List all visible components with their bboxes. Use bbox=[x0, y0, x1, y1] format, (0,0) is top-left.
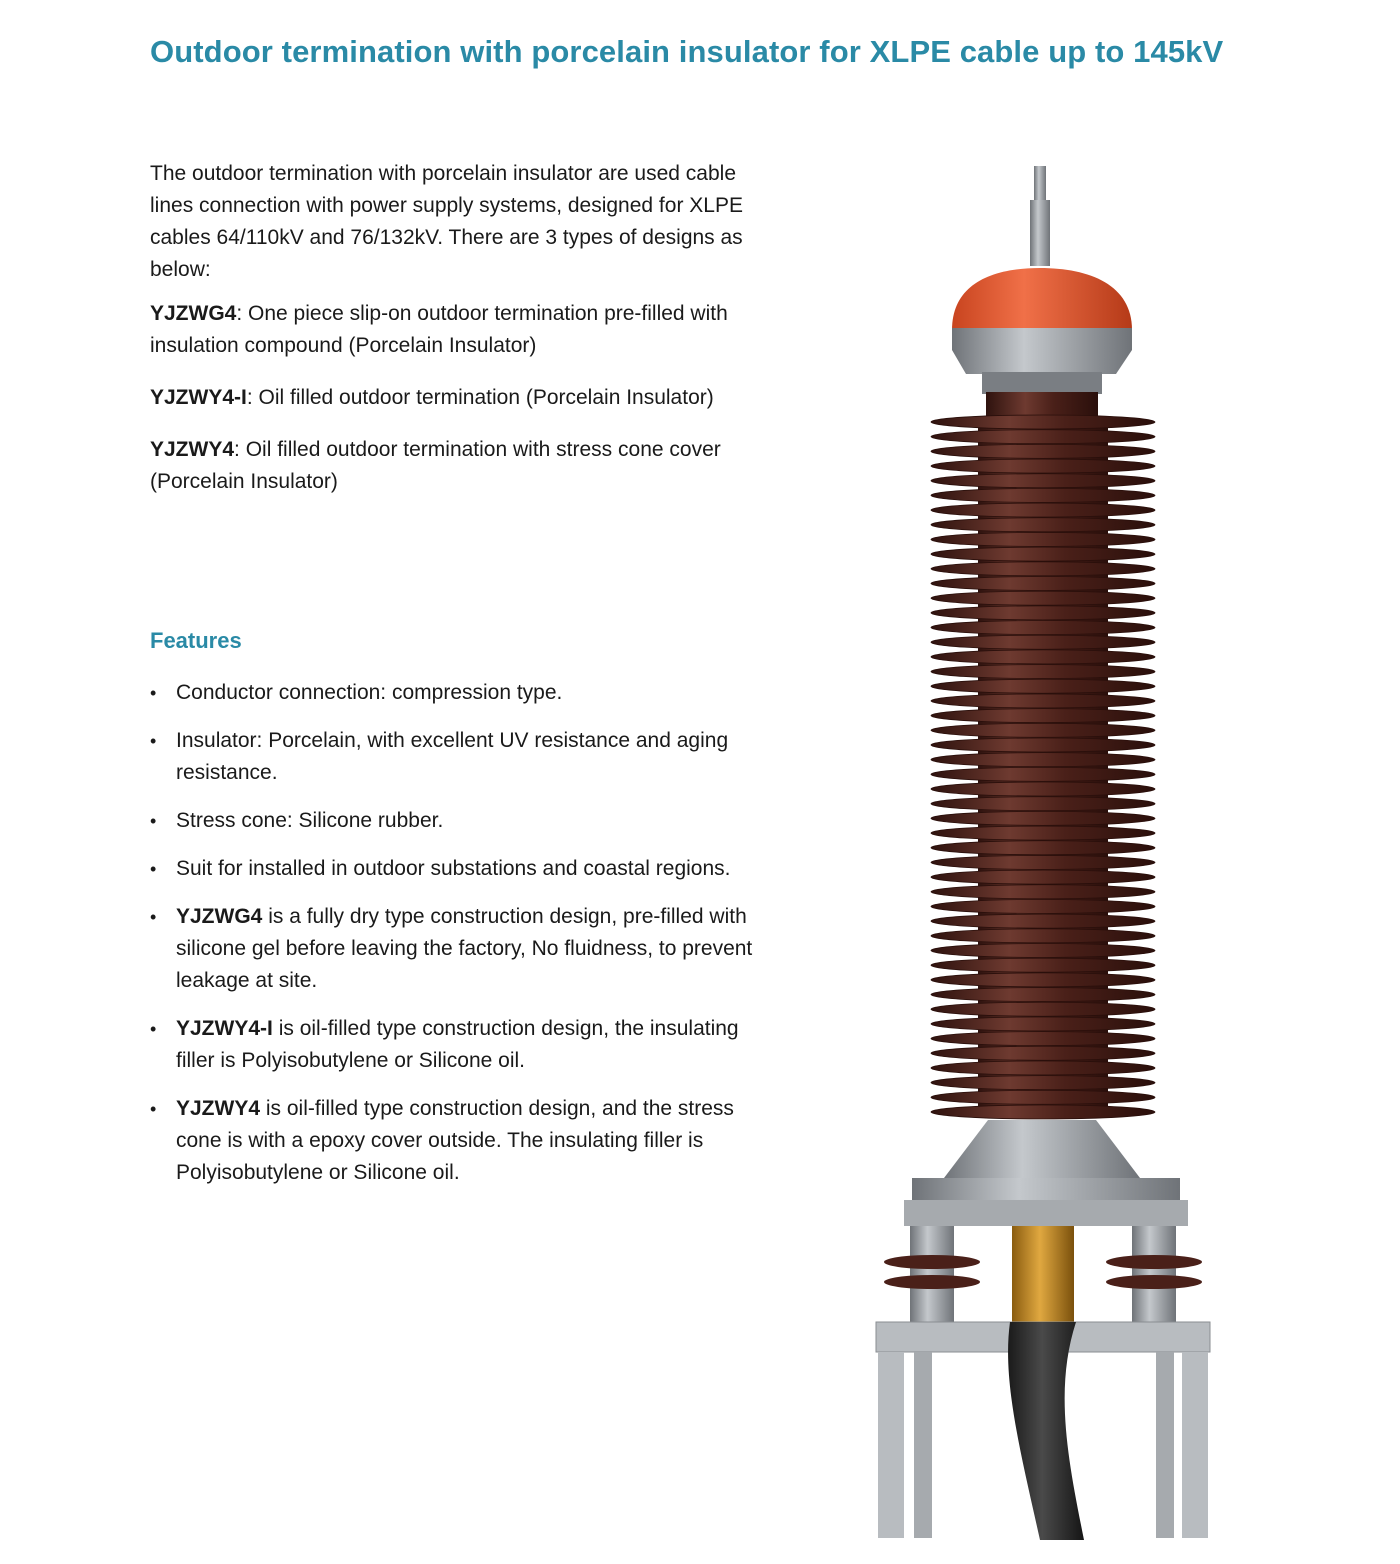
porcelain-shed bbox=[931, 650, 1155, 664]
top-connector-sleeve bbox=[1030, 200, 1050, 266]
porcelain-sheds bbox=[931, 415, 1155, 1119]
base-plate bbox=[904, 1200, 1188, 1226]
porcelain-shed bbox=[931, 488, 1155, 502]
porcelain-shed bbox=[931, 430, 1155, 444]
bullet-icon: • bbox=[150, 811, 157, 831]
features-heading: Features bbox=[150, 628, 242, 653]
feature-item bbox=[150, 853, 760, 885]
porcelain-shed bbox=[931, 988, 1155, 1002]
porcelain-shed bbox=[931, 415, 1155, 429]
porcelain-shed bbox=[931, 767, 1155, 781]
porcelain-shed bbox=[931, 855, 1155, 869]
porcelain-shed bbox=[931, 1032, 1155, 1046]
porcelain-shed bbox=[931, 1002, 1155, 1016]
porcelain-shed bbox=[931, 694, 1155, 708]
feature-item bbox=[150, 805, 760, 837]
porcelain-shed bbox=[931, 547, 1155, 561]
type-code: YJZWY4-I bbox=[150, 386, 247, 409]
porcelain-shed bbox=[931, 518, 1155, 532]
bullet-icon: • bbox=[150, 907, 157, 927]
porcelain-shed bbox=[931, 811, 1155, 825]
porcelain-shed bbox=[931, 797, 1155, 811]
type-item-yjzwy4 bbox=[150, 434, 760, 498]
base-cone bbox=[944, 1120, 1140, 1178]
frame-leg-inner-right bbox=[1156, 1352, 1174, 1538]
porcelain-shed bbox=[931, 444, 1155, 458]
feature-item bbox=[150, 1013, 760, 1077]
xlpe-cable bbox=[1008, 1322, 1084, 1540]
frame-leg-left bbox=[878, 1352, 904, 1538]
base-flange bbox=[912, 1178, 1180, 1200]
feature-text: is a fully dry type construction design, pre-filled with silicone gel before leaving the factory, No fluidness, to prevent leakage at site. bbox=[176, 905, 753, 992]
porcelain-shed bbox=[931, 562, 1155, 576]
porcelain-shed bbox=[931, 958, 1155, 972]
stress-cone-tube bbox=[1012, 1226, 1074, 1322]
porcelain-shed bbox=[931, 459, 1155, 473]
porcelain-shed bbox=[931, 503, 1155, 517]
top-flange-neck bbox=[982, 372, 1102, 394]
porcelain-shed bbox=[931, 826, 1155, 840]
bullet-icon: • bbox=[150, 731, 157, 751]
porcelain-shed bbox=[931, 885, 1155, 899]
bullet-icon: • bbox=[150, 1019, 157, 1039]
type-code: YJZWY4 bbox=[150, 438, 235, 461]
porcelain-shed bbox=[931, 738, 1155, 752]
porcelain-shed bbox=[931, 870, 1155, 884]
feature-bold: YJZWY4-I bbox=[176, 1017, 273, 1040]
top-flange bbox=[952, 328, 1132, 374]
bullet-icon: • bbox=[150, 1099, 157, 1119]
type-description: : One piece slip-on outdoor termination pre-filled with insulation compound (Porcelain Insulator) bbox=[150, 302, 728, 357]
porcelain-shed bbox=[931, 929, 1155, 943]
feature-text: Conductor connection: compression type. bbox=[176, 681, 563, 704]
type-description: : Oil filled outdoor termination with stress cone cover (Porcelain Insulator) bbox=[150, 438, 721, 493]
porcelain-shed bbox=[931, 841, 1155, 855]
feature-text: is oil-filled type construction design, and the stress cone is with a epoxy cover outside. The insulating filler is Polyisobutylene or Silicone oil. bbox=[176, 1097, 734, 1184]
porcelain-shed bbox=[931, 944, 1155, 958]
porcelain-shed bbox=[931, 1017, 1155, 1031]
feature-text: Stress cone: Silicone rubber. bbox=[176, 809, 444, 832]
porcelain-shed bbox=[931, 973, 1155, 987]
feature-bold: YJZWG4 bbox=[176, 905, 263, 928]
porcelain-shed bbox=[931, 709, 1155, 723]
type-description: : Oil filled outdoor termination (Porcelain Insulator) bbox=[246, 386, 714, 409]
porcelain-shed bbox=[931, 753, 1155, 767]
bullet-icon: • bbox=[150, 859, 157, 879]
porcelain-shed bbox=[931, 1105, 1155, 1119]
type-item-yjzwy4-i bbox=[150, 382, 760, 414]
porcelain-shed bbox=[931, 635, 1155, 649]
frame-leg-right bbox=[1182, 1352, 1208, 1538]
intro-paragraph: The outdoor termination with porcelain insulator are used cable lines connection with power supply systems, designed for XLPE cables 64/110kV and 76/132kV. There are 3 types of designs as below: bbox=[150, 162, 743, 281]
description-section bbox=[150, 158, 760, 518]
porcelain-shed bbox=[931, 621, 1155, 635]
outdoor-termination-illustration bbox=[870, 160, 1220, 1540]
porcelain-shed bbox=[931, 1061, 1155, 1075]
type-code: YJZWG4 bbox=[150, 302, 237, 325]
feature-item bbox=[150, 1093, 760, 1189]
feature-item bbox=[150, 677, 760, 709]
porcelain-top-neck bbox=[986, 392, 1098, 418]
feature-item bbox=[150, 901, 760, 997]
porcelain-shed bbox=[931, 532, 1155, 546]
porcelain-shed bbox=[931, 1090, 1155, 1104]
feature-bold: YJZWY4 bbox=[176, 1097, 261, 1120]
features-list bbox=[150, 677, 760, 1205]
corona-cap bbox=[952, 268, 1132, 330]
porcelain-shed bbox=[931, 1046, 1155, 1060]
porcelain-shed bbox=[931, 576, 1155, 590]
porcelain-shed bbox=[931, 606, 1155, 620]
product-image bbox=[870, 160, 1220, 1540]
porcelain-shed bbox=[931, 723, 1155, 737]
bullet-icon: • bbox=[150, 683, 157, 703]
porcelain-shed bbox=[931, 591, 1155, 605]
feature-text: Insulator: Porcelain, with excellent UV resistance and aging resistance. bbox=[176, 729, 729, 784]
type-item-yjzwg4 bbox=[150, 298, 760, 362]
porcelain-shed bbox=[931, 679, 1155, 693]
porcelain-shed bbox=[931, 914, 1155, 928]
porcelain-shed bbox=[931, 474, 1155, 488]
feature-text: is oil-filled type construction design, the insulating filler is Polyisobutylene or Silicone oil. bbox=[176, 1017, 739, 1072]
feature-item bbox=[150, 725, 760, 789]
porcelain-shed bbox=[931, 782, 1155, 796]
porcelain-shed bbox=[931, 1076, 1155, 1090]
page-title: Outdoor termination with porcelain insulator for XLPE cable up to 145kV bbox=[150, 34, 1224, 69]
feature-text: Suit for installed in outdoor substations and coastal regions. bbox=[176, 857, 731, 880]
frame-leg-inner-left bbox=[914, 1352, 932, 1538]
porcelain-shed bbox=[931, 899, 1155, 913]
support-insulator-left bbox=[884, 1226, 980, 1322]
porcelain-shed bbox=[931, 665, 1155, 679]
support-insulator-right bbox=[1106, 1226, 1202, 1322]
